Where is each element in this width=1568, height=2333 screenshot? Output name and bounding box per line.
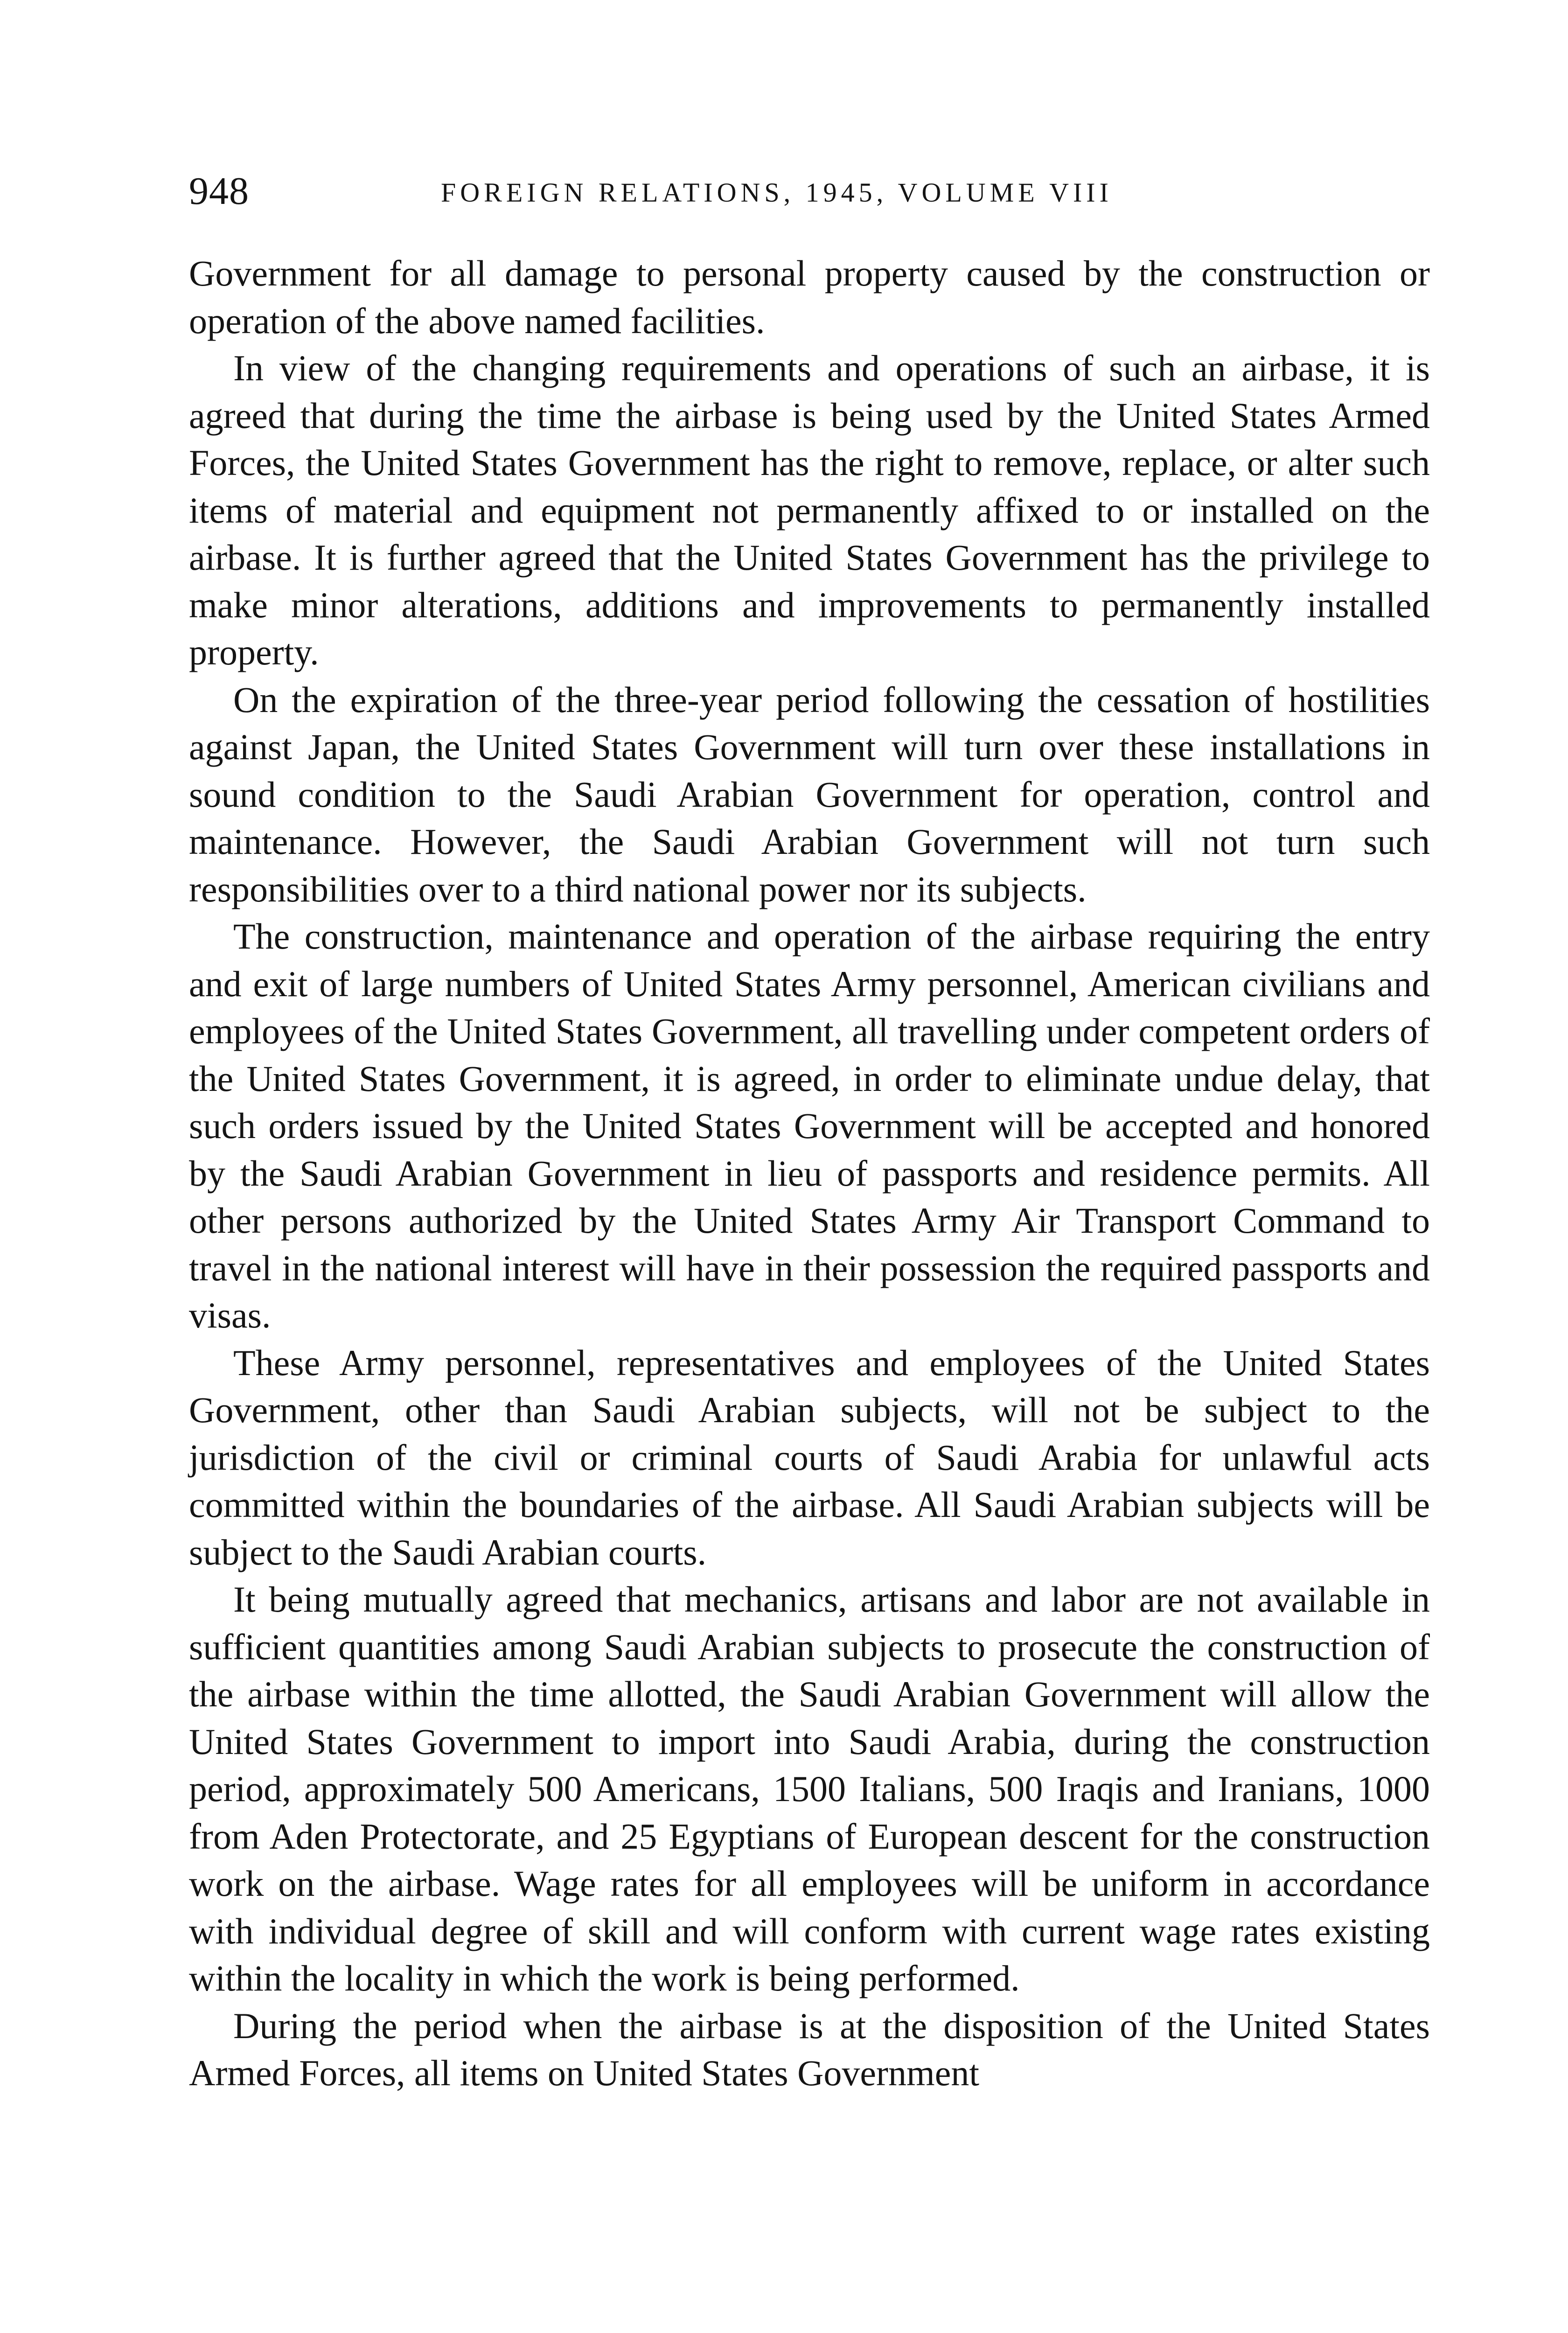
running-head: FOREIGN RELATIONS, 1945, VOLUME VIII xyxy=(441,177,1113,208)
paragraph-airbase-alterations: In view of the changing requirements and operations of such an airbase, it is agreed that during the time the airbase is being used by the United States Armed Forces, the United States Government has the right to remove, replace, or alter such items of material and equipment not permanently affixed to or installed on the airbase. It is further agreed that the United States Government has the privilege to make minor alterations, additions and improvements to permanently installed property. xyxy=(189,348,1430,672)
paragraph-damage-continuation: Government for all damage to personal property caused by the construction or operation of the above named facilities. xyxy=(189,253,1430,341)
paragraph-expiration-handover: On the expiration of the three-year period following the cessation of hostilities against Japan, the United States Government will turn over these installations in sound condition to the Saudi Arabian Government for operation, control and maintenance. However, the Saudi Arabian Government will not turn such responsibilities over to a third national power nor its subjects. xyxy=(189,679,1430,909)
paragraph-disposition-period: During the period when the airbase is at the disposition of the United States Armed Forces, all items on United States Government xyxy=(189,2005,1430,2093)
page-header xyxy=(189,168,1402,224)
paragraph-jurisdiction: These Army personnel, representatives and employees of the United States Government, other than Saudi Arabian subjects, will not be subject to the jurisdiction of the civil or criminal courts of Saudi Arabia for unlawful acts committed within the boundaries of the airbase. All Saudi Arabian subjects will be subject to the Saudi Arabian courts. xyxy=(189,1342,1430,1572)
paragraph-labor-import: It being mutually agreed that mechanics, artisans and labor are not available in sufficient quantities among Saudi Arabian subjects to prosecute the construction of the airbase within the time allotted, the Saudi Arabian Government will allow the United States Government to import into Saudi Arabia, during the construction period, approximately 500 Americans, 1500 Italians, 500 Iraqis and Iranians, 1000 from Aden Protectorate, and 25 Egyptians of European descent for the construction work on the airbase. Wage rates for all employees will be uniform in accordance with individual degree of skill and will conform with current wage rates existing within the locality in which the work is being performed. xyxy=(189,1579,1430,1998)
page-number: 948 xyxy=(189,169,249,213)
paragraph-personnel-entry: The construction, maintenance and operation of the airbase requiring the entry and exit of large numbers of United States Army personnel, American civilians and employees of the United States Government, all travelling under competent orders of the United States Government, it is agreed, in order to eliminate undue delay, that such orders issued by the United States Government will be accepted and honored by the Saudi Arabian Government in lieu of passports and residence permits. All other persons authorized by the United States Army Air Transport Command to travel in the national interest will have in their possession the required passports and visas. xyxy=(189,916,1430,1335)
body-text xyxy=(189,250,1430,2097)
